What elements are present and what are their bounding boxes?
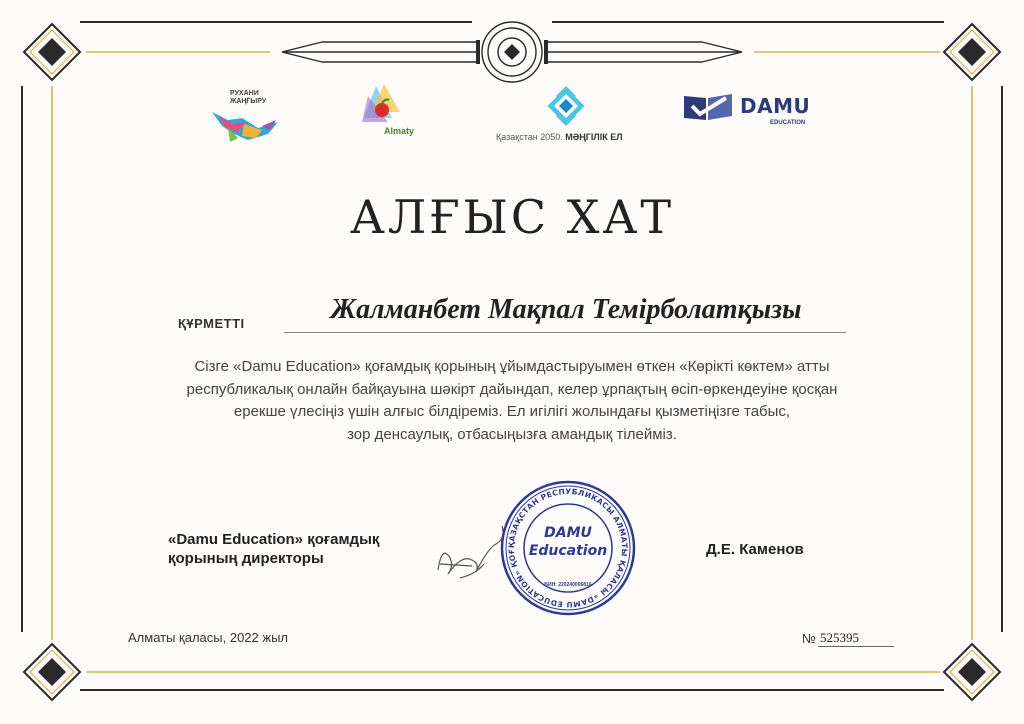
seal-bin: БИН: 220240006816 [544, 582, 592, 588]
body-line: республикалық онлайн байқауына шәкірт дайындап, келер ұрпақтың өсіп-өркендеуіне қосқан [186, 380, 838, 398]
ruhani-zhangyru-logo [208, 90, 288, 150]
damu-education-logo [682, 90, 822, 130]
damu-word: DAMU [740, 94, 811, 118]
kazakhstan-2050-text: Қазақстан 2050. МӘҢГІЛІК ЕЛ [496, 132, 623, 142]
recipient-underline [284, 332, 846, 333]
honor-label: ҚҰРМЕТТІ [178, 316, 245, 331]
director-title [168, 530, 379, 568]
ornament-icon [492, 84, 642, 130]
kazakhstan-2050-logo [492, 84, 642, 146]
recipient-name: Жалманбет Мақпал Темірболатқызы [330, 294, 802, 325]
logo-row [0, 80, 1024, 150]
book-check-icon [682, 90, 738, 126]
number-underline [818, 646, 894, 647]
body-line: зор денсаулық, отбасыңызға амандық тілейміз. [347, 425, 677, 443]
seal-ring-text: ҚАЗАҚСТАН РЕСПУБЛИКАСЫ АЛМАТЫ ҚАЛАСЫ «DAMU EDUCATION» ҚОҒ [506, 486, 630, 610]
almaty-logo [362, 82, 432, 142]
certificate-title: АЛҒЫС ХАТ [349, 190, 675, 244]
body-line: Сізге «Damu Education» қоғамдық қорының ұйымдастыруымен өткен «Көрікті көктем» атты [194, 358, 830, 375]
director-line: қорының директоры [168, 550, 324, 567]
seal-center-text: DAMU Education [528, 525, 608, 559]
official-seal [498, 478, 638, 618]
body-line: ерекше үлесіңіз үшін алғыс білдіреміз. Ел игілігі жолындағы қызметіңізге табыс, [233, 403, 791, 420]
damu-sub: EDUCATION [770, 120, 806, 126]
ruhani-text: РУХАНИ ЖАҢҒЫРУ [230, 90, 267, 105]
almaty-text: Almaty [384, 126, 415, 136]
number-label: № [802, 631, 816, 646]
city-year: Алматы қаласы, 2022 жыл [128, 630, 289, 645]
director-line: «Damu Education» қоғамдық [168, 531, 380, 548]
certificate-body [100, 356, 924, 446]
apple-icon [362, 82, 432, 126]
signatory-name: Д.Е. Каменов [706, 541, 804, 558]
certificate-number: 525395 [820, 630, 859, 645]
